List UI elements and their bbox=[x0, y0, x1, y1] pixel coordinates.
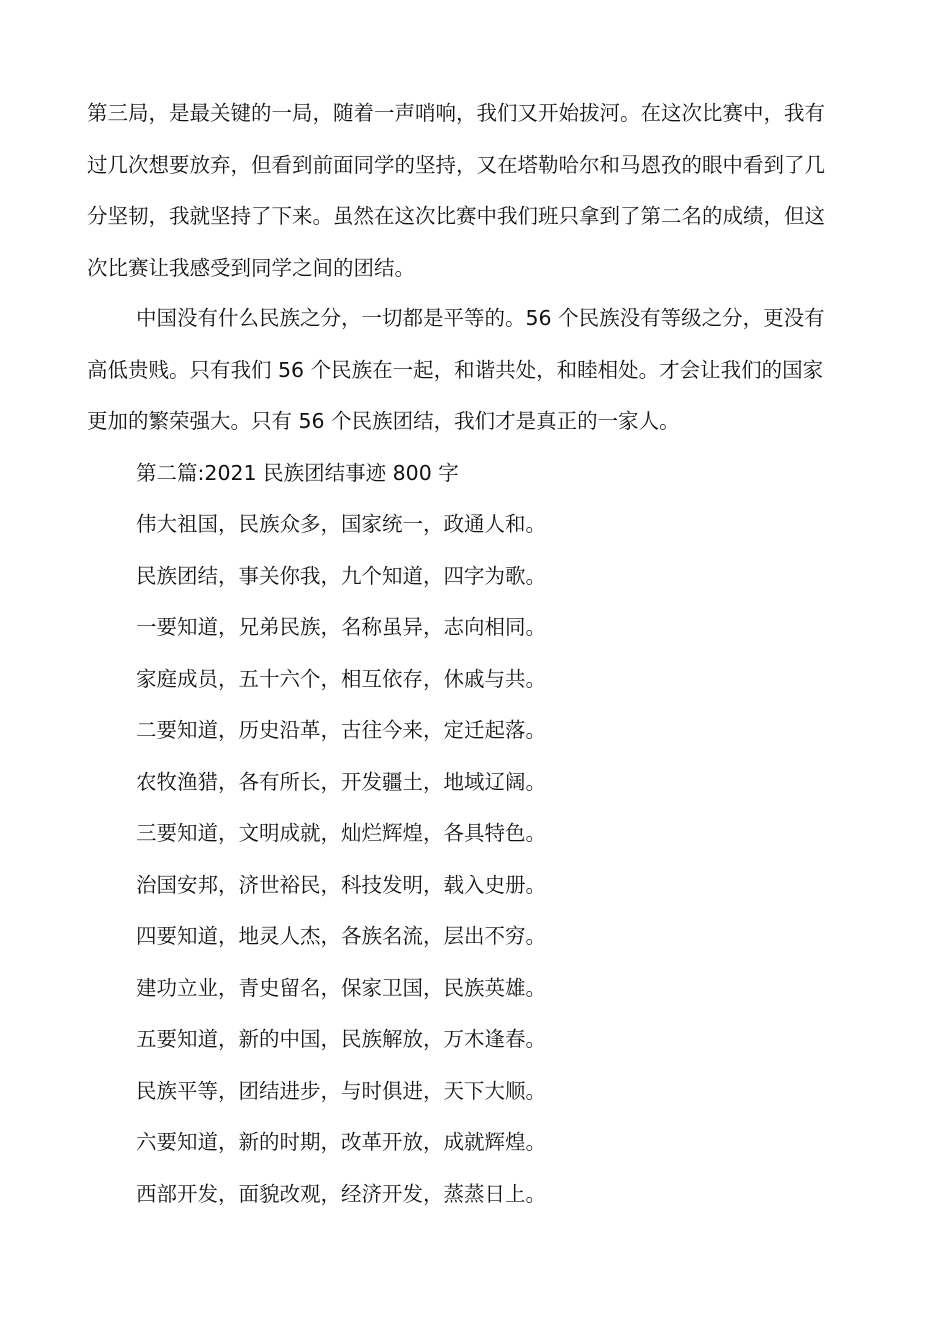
verse-line: 西部开发，面貌改观，经济开发，蒸蒸日上。 bbox=[136, 1181, 546, 1206]
text-line: 过几次想要放弃，但看到前面同学的坚持，又在塔勒哈尔和马恩孜的眼中看到了几 bbox=[87, 152, 825, 177]
text-line: 次比赛让我感受到同学之间的团结。 bbox=[87, 255, 415, 280]
text-line: 第三局，是最关键的一局，随着一声哨响，我们又开始拔河。在这次比赛中，我有 bbox=[87, 101, 825, 125]
text-line: 分坚韧，我就坚持了下来。虽然在这次比赛中我们班只拿到了第二名的成绩，但这 bbox=[87, 204, 825, 228]
verse-line: 二要知道，历史沿革，古往今来，定迁起落。 bbox=[136, 718, 546, 742]
verse-line: 民族平等，团结进步，与时俱进，天下大顺。 bbox=[136, 1078, 546, 1103]
paragraph-tug-of-war bbox=[87, 88, 867, 294]
text-line: 中国没有什么民族之分，一切都是平等的。56 个民族没有等级之分，更没有 bbox=[136, 306, 825, 330]
section-heading: 第二篇:2021 民族团结事迹 800 字 bbox=[136, 461, 459, 485]
verse-block bbox=[136, 499, 916, 1220]
verse-line: 建功立业，青史留名，保家卫国，民族英雄。 bbox=[136, 975, 546, 1000]
paragraph-ethnic-equality bbox=[87, 293, 867, 448]
verse-line: 五要知道，新的中国，民族解放，万木逢春。 bbox=[136, 1027, 546, 1051]
verse-line: 治国安邦，济世裕民，科技发明，载入史册。 bbox=[136, 872, 546, 897]
verse-line: 民族团结，事关你我，九个知道，四字为歌。 bbox=[136, 563, 546, 588]
verse-line: 四要知道，地灵人杰，各族名流，层出不穷。 bbox=[136, 924, 546, 948]
verse-line: 三要知道，文明成就，灿烂辉煌，各具特色。 bbox=[136, 821, 546, 845]
text-line: 高低贵贱。只有我们 56 个民族在一起，和谐共处，和睦相处。才会让我们的国家 bbox=[87, 357, 824, 382]
verse-line: 农牧渔猎，各有所长，开发疆土，地域辽阔。 bbox=[136, 769, 546, 794]
verse-line: 伟大祖国，民族众多，国家统一，政通人和。 bbox=[136, 512, 546, 536]
verse-line: 家庭成员，五十六个，相互依存，休戚与共。 bbox=[136, 666, 546, 691]
text-line: 更加的繁荣强大。只有 56 个民族团结，我们才是真正的一家人。 bbox=[87, 409, 680, 433]
verse-line: 六要知道，新的时期，改革开放，成就辉煌。 bbox=[136, 1130, 546, 1154]
verse-line: 一要知道，兄弟民族，名称虽异，志向相同。 bbox=[136, 615, 546, 639]
